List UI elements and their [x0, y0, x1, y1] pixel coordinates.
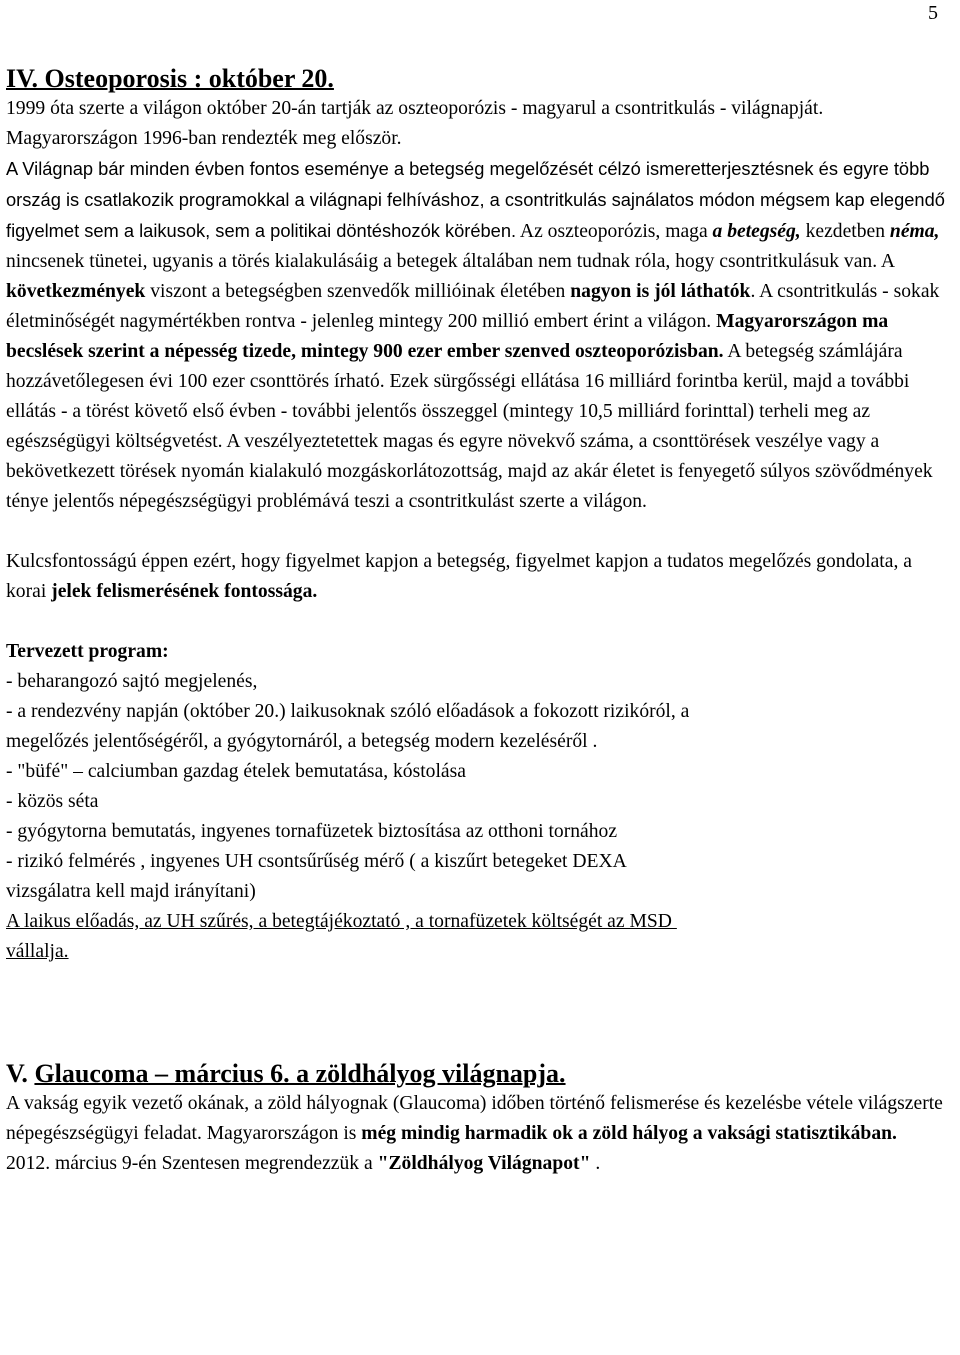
program-item: - gyógytorna bemutatás, ingyenes tornafüzetek biztosítása az otthoni tornához [6, 821, 618, 842]
section-v-heading [6, 1059, 950, 1089]
program-item: - beharangozó sajtó megjelenés, [6, 671, 258, 692]
section-iv-intro-paragraph: 1999 óta szerte a világon október 20-án tartják az oszteoporózis - magyarul a csontritkulás - világnapját. Magyarországon 1996-ban rendezték meg először. [6, 98, 824, 149]
bold-italic-term-disease: a betegség, [712, 221, 801, 242]
text-run: . [590, 1153, 601, 1174]
bold-early-signs: jelek felismerésének fontossága. [51, 581, 318, 602]
text-run: kezdetben [800, 221, 890, 242]
program-item: vizsgálatra kell majd irányítani) [6, 881, 256, 902]
bold-italic-term-silent: néma, [889, 221, 940, 242]
program-item: - közös séta [6, 791, 99, 812]
key-importance-paragraph [6, 547, 950, 607]
text-run: 2012. március 9-én Szentesen megrendezzük a [6, 1153, 378, 1174]
section-iv-heading: IV. Osteoporosis : október 20. [6, 64, 334, 93]
text-run: Az oszteoporózis, maga [516, 221, 713, 242]
text-run: nincsenek tünetei, ugyanis a törés kialakulásáig a betegek általában nem tudnak róla, hogy csontritkulásuk van. A [6, 251, 894, 272]
bold-glaucoma-statistic: még mindig harmadik ok a zöld hályog a vaksági statisztikában. [361, 1123, 897, 1144]
program-item: megelőzés jelentőségéről, a gyógytornáról, a betegség modern kezeléséről . [6, 731, 598, 752]
section-v-title: Glaucoma – március 6. a zöldhályog világnapja. [34, 1059, 566, 1088]
program-list [6, 667, 950, 967]
msd-note-text: A laikus előadás, az UH szűrés, a betegtájékoztató , a tornafüzetek költségét az MSD [6, 911, 677, 932]
program-item: - rizikó felmérés , ingyenes UH csontsűrűség mérő ( a kiszűrt betegeket DEXA [6, 851, 627, 872]
msd-note-line [6, 937, 950, 967]
bold-hungary-statistic: Magyarországon ma becslések szerint a népesség tizede, mintegy 900 ezer ember szenved oszteoporózisban. [6, 311, 889, 362]
document-page [6, 0, 950, 1179]
text-run: . A csontritkulás - sokak életminőségét nagymértékben rontva - jelenleg mintegy 200 millió embert érint a világon. [6, 281, 940, 332]
msd-note-text: vállalja. [6, 941, 69, 962]
msd-note-line [6, 907, 950, 937]
text-run: viszont a betegségben szenvedők millióinak életében [145, 281, 571, 302]
bold-consequences: következmények [6, 281, 146, 302]
section-v-number: V. [6, 1059, 35, 1088]
glaucoma-event-paragraph [6, 1149, 950, 1179]
program-item: - a rendezvény napján (október 20.) laikusoknak szóló előadások a fokozott rizikóról, a [6, 701, 690, 722]
program-title-text: Tervezett program: [6, 641, 169, 662]
page-number: 5 [928, 2, 938, 24]
bold-visible: nagyon is jól láthatók [570, 281, 751, 302]
glaucoma-paragraph [6, 1089, 950, 1149]
program-title [6, 637, 950, 667]
section-iv-main-paragraph [6, 154, 950, 517]
bold-event-name: "Zöldhályog Világnapot" [377, 1153, 591, 1174]
text-run: Kulcsfontosságú éppen ezért, hogy figyelmet kapjon a betegség, figyelmet kapjon a tudatos megelőzés gondolata, a korai [6, 551, 912, 602]
text-run: A betegség számlájára hozzávetőlegesen évi 100 ezer csonttörés írható. Ezek sürgősségi ellátása 16 milliárd forintba kerül, majd a további ellátás - a törést követő első évben - további jelentős összeggel (mintegy 10,5 milliárd forinttal) terheli meg az egészségügyi költségvetést. A veszélyeztetettek magas és egyre növekvő száma, a csonttörések veszélye vagy a bekövetkezett törések nyomán kialakuló mozgáskorlátozottság, majd az akár életet is fenyegető súlyos szövődmények ténye jelentős népegészségügyi problémává teszi a csontritkulást szerte a világon. [6, 341, 933, 512]
text-run: A vakság egyik vezető okának, a zöld hályognak (Glaucoma) időben történő felismerése és kezelésbe vétele világszerte népegészségügyi feladat. Magyarországon is [6, 1093, 943, 1144]
sans-text-run: A Világnap bár minden évben fontos eseménye a betegség megelőzését célzó ismeretterjesztésnek és egyre több ország is csatlakozik programokkal a világnapi felhíváshoz, a csontritkulás sajnálatos módon mégsem kap elegendő figyelmet sem a laikusok, sem a politikai döntéshozók körében. [6, 158, 945, 241]
program-item: - "büfé" – calciumban gazdag ételek bemutatása, kóstolása [6, 761, 466, 782]
